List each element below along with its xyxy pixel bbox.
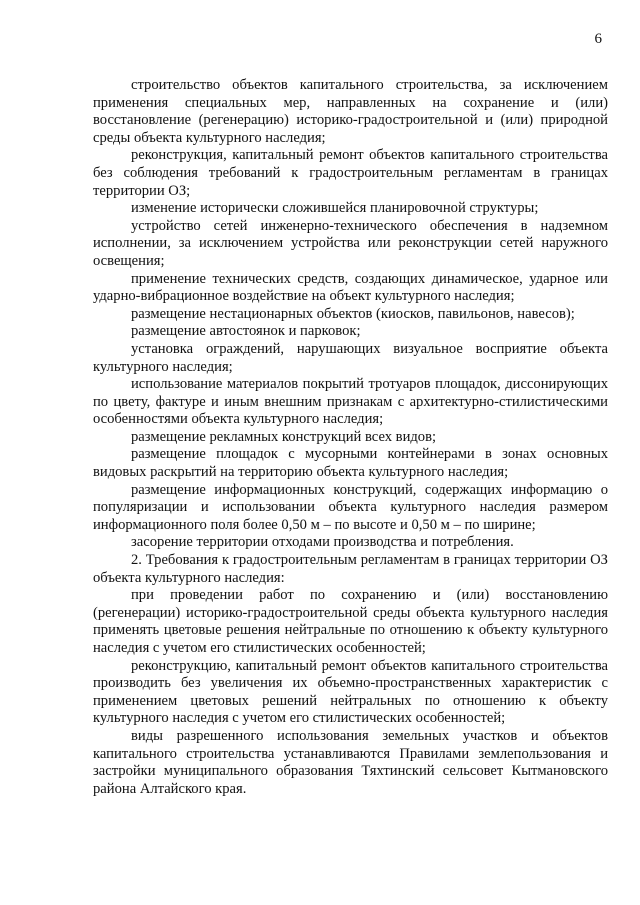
paragraph: при проведении работ по сохранению и (или) восстановлению (регенерации) историко-градостроительной среды объекта культурного наследия применять цветовые решения нейтральные по отношению к объекту культурного наследия с учетом его стилистических особенностей;	[93, 587, 608, 656]
paragraph: реконструкция, капитальный ремонт объектов капитального строительства без соблюдения требований к градостроительным регламентам в границах территории ОЗ;	[93, 147, 608, 199]
paragraph: применение технических средств, создающих динамическое, ударное или ударно-вибрационное воздействие на объект культурного наследия;	[93, 270, 608, 305]
paragraph: размещение информационных конструкций, содержащих информацию о популяризации и использовании объекта культурного наследия размером информационного поля более 0,50 м – по высоте и 0,50 м – по ширине;	[93, 481, 608, 533]
paragraph: реконструкцию, капитальный ремонт объектов капитального строительства производить без увеличения их объемно-пространственных характеристик с применением цветовых решений нейтральных по отношению к объекту культурного наследия с учетом его стилистических особенностей;	[93, 657, 608, 727]
paragraph: размещение рекламных конструкций всех видов;	[131, 428, 437, 445]
paragraph: виды разрешенного использования земельных участков и объектов капитального строительства устанавливаются Правилами землепользования и застройки муниципального образования Тяхтинский сельсовет Кытмановского района Алтайского края.	[93, 727, 608, 797]
paragraph: устройство сетей инженерно-технического обеспечения в надземном исполнении, за исключением устройства или реконструкции сетей наружного освещения;	[93, 217, 608, 269]
paragraph: использование материалов покрытий тротуаров площадок, диссонирующих по цвету, фактуре и иным внешним признакам с архитектурно-стилистическими особенностями объекта культурного наследия;	[93, 376, 608, 428]
paragraph: размещение площадок с мусорными контейнерами в зонах основных видовых раскрытий на территорию объекта культурного наследия;	[93, 446, 608, 481]
section-heading-paragraph: 2. Требования к градостроительным регламентам в границах территории ОЗ объекта культурного наследия:	[93, 552, 608, 586]
paragraph: засорение территории отходами производства и потребления.	[131, 534, 514, 551]
paragraph: размещение нестационарных объектов (киосков, павильонов, навесов);	[131, 305, 575, 322]
document-body	[93, 77, 608, 798]
paragraph: размещение автостоянок и парковок;	[131, 323, 361, 340]
paragraph: строительство объектов капитального строительства, за исключением применения специальных мер, направленных на сохранение и (или) восстановление (регенерацию) историко-градостроительной и (или) природной среды объекта культурного наследия;	[93, 77, 608, 146]
paragraph: изменение исторически сложившейся планировочной структуры;	[131, 200, 539, 217]
paragraph: установка ограждений, нарушающих визуальное восприятие объекта культурного наследия;	[93, 340, 608, 375]
page-number: 6	[594, 31, 602, 47]
